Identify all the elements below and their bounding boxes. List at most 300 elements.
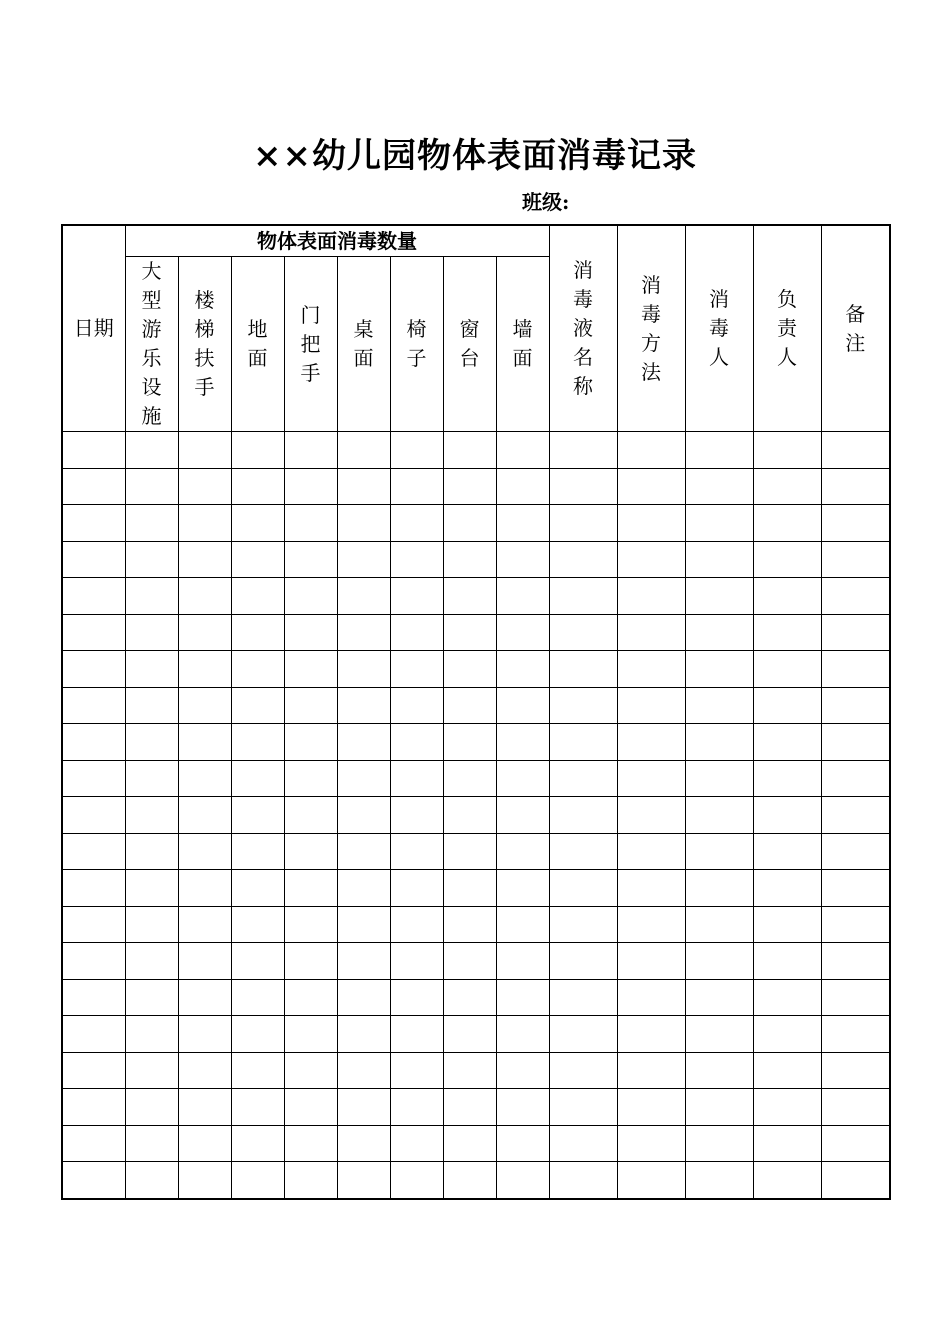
table-cell[interactable] — [617, 651, 685, 688]
table-cell[interactable] — [337, 833, 390, 870]
table-cell[interactable] — [617, 432, 685, 469]
table-cell[interactable] — [125, 724, 178, 761]
table-cell[interactable] — [337, 906, 390, 943]
table-cell[interactable] — [617, 468, 685, 505]
table-cell[interactable] — [337, 505, 390, 542]
table-cell[interactable] — [821, 979, 890, 1016]
table-cell[interactable] — [496, 1162, 549, 1199]
table-cell[interactable] — [178, 906, 231, 943]
table-cell[interactable] — [337, 541, 390, 578]
table-cell[interactable] — [496, 906, 549, 943]
table-cell[interactable] — [549, 797, 617, 834]
table-cell[interactable] — [443, 1089, 496, 1126]
table-cell[interactable] — [62, 505, 125, 542]
table-cell[interactable] — [390, 687, 443, 724]
table-cell[interactable] — [617, 870, 685, 907]
table-cell[interactable] — [549, 687, 617, 724]
table-cell[interactable] — [231, 578, 284, 615]
table-cell[interactable] — [231, 724, 284, 761]
table-cell[interactable] — [337, 687, 390, 724]
table-cell[interactable] — [443, 432, 496, 469]
table-cell[interactable] — [390, 833, 443, 870]
table-cell[interactable] — [496, 1016, 549, 1053]
table-cell[interactable] — [62, 578, 125, 615]
table-cell[interactable] — [496, 797, 549, 834]
table-cell[interactable] — [284, 870, 337, 907]
table-cell[interactable] — [496, 1125, 549, 1162]
table-cell[interactable] — [125, 687, 178, 724]
table-cell[interactable] — [337, 1089, 390, 1126]
table-cell[interactable] — [443, 541, 496, 578]
table-cell[interactable] — [617, 505, 685, 542]
table-cell[interactable] — [685, 979, 753, 1016]
table-cell[interactable] — [284, 614, 337, 651]
table-cell[interactable] — [231, 468, 284, 505]
table-cell[interactable] — [125, 505, 178, 542]
table-cell[interactable] — [390, 979, 443, 1016]
table-cell[interactable] — [617, 1052, 685, 1089]
table-cell[interactable] — [821, 1162, 890, 1199]
table-cell[interactable] — [284, 833, 337, 870]
table-cell[interactable] — [231, 1052, 284, 1089]
table-cell[interactable] — [821, 578, 890, 615]
table-cell[interactable] — [821, 614, 890, 651]
table-cell[interactable] — [753, 797, 821, 834]
table-cell[interactable] — [284, 1162, 337, 1199]
table-cell[interactable] — [753, 578, 821, 615]
table-cell[interactable] — [390, 906, 443, 943]
table-cell[interactable] — [62, 943, 125, 980]
table-cell[interactable] — [549, 943, 617, 980]
table-cell[interactable] — [125, 870, 178, 907]
table-cell[interactable] — [753, 505, 821, 542]
table-cell[interactable] — [337, 979, 390, 1016]
table-cell[interactable] — [337, 614, 390, 651]
table-cell[interactable] — [337, 468, 390, 505]
table-cell[interactable] — [685, 1125, 753, 1162]
table-cell[interactable] — [753, 979, 821, 1016]
table-cell[interactable] — [390, 651, 443, 688]
table-cell[interactable] — [443, 943, 496, 980]
table-cell[interactable] — [496, 760, 549, 797]
table-cell[interactable] — [549, 541, 617, 578]
table-cell[interactable] — [549, 1162, 617, 1199]
table-cell[interactable] — [284, 943, 337, 980]
table-cell[interactable] — [284, 906, 337, 943]
table-cell[interactable] — [496, 724, 549, 761]
table-cell[interactable] — [753, 870, 821, 907]
table-cell[interactable] — [62, 1162, 125, 1199]
table-cell[interactable] — [549, 724, 617, 761]
table-cell[interactable] — [284, 979, 337, 1016]
table-cell[interactable] — [753, 833, 821, 870]
table-cell[interactable] — [125, 578, 178, 615]
table-cell[interactable] — [62, 651, 125, 688]
table-cell[interactable] — [231, 797, 284, 834]
table-cell[interactable] — [617, 906, 685, 943]
table-cell[interactable] — [443, 797, 496, 834]
table-cell[interactable] — [337, 651, 390, 688]
table-cell[interactable] — [821, 1125, 890, 1162]
table-cell[interactable] — [685, 468, 753, 505]
table-cell[interactable] — [549, 505, 617, 542]
table-cell[interactable] — [337, 943, 390, 980]
table-cell[interactable] — [178, 724, 231, 761]
table-cell[interactable] — [685, 432, 753, 469]
table-cell[interactable] — [125, 614, 178, 651]
table-row — [62, 870, 890, 907]
table-cell[interactable] — [753, 906, 821, 943]
table-cell[interactable] — [62, 687, 125, 724]
table-cell[interactable] — [178, 1125, 231, 1162]
table-cell[interactable] — [62, 760, 125, 797]
table-cell[interactable] — [178, 1052, 231, 1089]
table-cell[interactable] — [617, 541, 685, 578]
table-cell[interactable] — [284, 1052, 337, 1089]
table-cell[interactable] — [284, 724, 337, 761]
table-cell[interactable] — [390, 1125, 443, 1162]
table-cell[interactable] — [62, 614, 125, 651]
table-cell[interactable] — [284, 468, 337, 505]
table-cell[interactable] — [284, 1125, 337, 1162]
table-cell[interactable] — [549, 614, 617, 651]
table-cell[interactable] — [231, 1089, 284, 1126]
table-cell[interactable] — [821, 1052, 890, 1089]
table-cell[interactable] — [617, 724, 685, 761]
table-cell[interactable] — [821, 760, 890, 797]
table-row — [62, 906, 890, 943]
table-cell[interactable] — [125, 1052, 178, 1089]
table-cell[interactable] — [549, 468, 617, 505]
table-cell[interactable] — [178, 833, 231, 870]
table-cell[interactable] — [178, 1016, 231, 1053]
table-cell[interactable] — [496, 541, 549, 578]
table-cell[interactable] — [390, 1052, 443, 1089]
table-cell[interactable] — [337, 760, 390, 797]
table-cell[interactable] — [231, 870, 284, 907]
table-cell[interactable] — [821, 1089, 890, 1126]
table-cell[interactable] — [390, 614, 443, 651]
table-cell[interactable] — [231, 760, 284, 797]
table-cell[interactable] — [549, 1089, 617, 1126]
table-cell[interactable] — [125, 1125, 178, 1162]
table-cell[interactable] — [284, 797, 337, 834]
table-cell[interactable] — [125, 468, 178, 505]
table-cell[interactable] — [178, 468, 231, 505]
table-cell[interactable] — [443, 1052, 496, 1089]
table-cell[interactable] — [549, 432, 617, 469]
table-cell[interactable] — [178, 687, 231, 724]
table-cell[interactable] — [443, 505, 496, 542]
table-cell[interactable] — [231, 1125, 284, 1162]
table-cell[interactable] — [821, 1016, 890, 1053]
table-cell[interactable] — [753, 687, 821, 724]
table-cell[interactable] — [284, 505, 337, 542]
table-cell[interactable] — [821, 870, 890, 907]
table-cell[interactable] — [685, 1052, 753, 1089]
table-cell[interactable] — [549, 578, 617, 615]
table-cell[interactable] — [685, 797, 753, 834]
table-cell[interactable] — [617, 1089, 685, 1126]
table-cell[interactable] — [284, 1016, 337, 1053]
table-cell[interactable] — [496, 1052, 549, 1089]
table-cell[interactable] — [337, 1052, 390, 1089]
table-cell[interactable] — [178, 614, 231, 651]
table-cell[interactable] — [390, 1162, 443, 1199]
table-cell[interactable] — [685, 614, 753, 651]
table-cell[interactable] — [821, 833, 890, 870]
table-cell[interactable] — [496, 468, 549, 505]
table-cell[interactable] — [284, 578, 337, 615]
table-cell[interactable] — [617, 578, 685, 615]
table-cell[interactable] — [443, 1125, 496, 1162]
table-cell[interactable] — [62, 432, 125, 469]
table-cell[interactable] — [617, 833, 685, 870]
table-cell[interactable] — [178, 797, 231, 834]
table-cell[interactable] — [685, 687, 753, 724]
table-cell[interactable] — [617, 1125, 685, 1162]
table-cell[interactable] — [617, 614, 685, 651]
table-cell[interactable] — [337, 1016, 390, 1053]
table-cell[interactable] — [284, 432, 337, 469]
table-cell[interactable] — [617, 760, 685, 797]
table-cell[interactable] — [496, 833, 549, 870]
table-cell[interactable] — [443, 578, 496, 615]
table-cell[interactable] — [231, 432, 284, 469]
table-cell[interactable] — [821, 687, 890, 724]
table-cell[interactable] — [62, 1052, 125, 1089]
table-cell[interactable] — [753, 541, 821, 578]
table-cell[interactable] — [125, 906, 178, 943]
table-cell[interactable] — [178, 943, 231, 980]
table-cell[interactable] — [753, 1162, 821, 1199]
table-cell[interactable] — [753, 468, 821, 505]
table-cell[interactable] — [685, 505, 753, 542]
table-cell[interactable] — [125, 797, 178, 834]
table-cell[interactable] — [390, 578, 443, 615]
table-cell[interactable] — [685, 906, 753, 943]
table-cell[interactable] — [685, 760, 753, 797]
table-cell[interactable] — [617, 687, 685, 724]
table-cell[interactable] — [125, 651, 178, 688]
table-cell[interactable] — [685, 651, 753, 688]
table-cell[interactable] — [496, 651, 549, 688]
table-cell[interactable] — [753, 1089, 821, 1126]
table-cell[interactable] — [496, 1089, 549, 1126]
table-cell[interactable] — [125, 1162, 178, 1199]
table-cell[interactable] — [753, 943, 821, 980]
table-cell[interactable] — [549, 1052, 617, 1089]
table-cell[interactable] — [231, 979, 284, 1016]
table-cell[interactable] — [753, 614, 821, 651]
table-cell[interactable] — [337, 1125, 390, 1162]
table-cell[interactable] — [549, 651, 617, 688]
table-cell[interactable] — [821, 468, 890, 505]
header-large-play-equipment: 大型游乐设施 — [125, 257, 178, 432]
table-cell[interactable] — [443, 1016, 496, 1053]
table-cell[interactable] — [821, 724, 890, 761]
table-cell[interactable] — [231, 687, 284, 724]
table-cell[interactable] — [685, 541, 753, 578]
table-cell[interactable] — [62, 468, 125, 505]
table-cell[interactable] — [284, 1089, 337, 1126]
table-cell[interactable] — [617, 979, 685, 1016]
table-cell[interactable] — [231, 943, 284, 980]
table-cell[interactable] — [443, 979, 496, 1016]
table-cell[interactable] — [178, 578, 231, 615]
table-cell[interactable] — [390, 541, 443, 578]
table-cell[interactable] — [685, 870, 753, 907]
table-cell[interactable] — [337, 1162, 390, 1199]
table-cell[interactable] — [125, 833, 178, 870]
table-cell[interactable] — [549, 870, 617, 907]
table-cell[interactable] — [125, 1016, 178, 1053]
table-cell[interactable] — [178, 651, 231, 688]
table-cell[interactable] — [753, 724, 821, 761]
table-cell[interactable] — [443, 468, 496, 505]
table-cell[interactable] — [753, 1125, 821, 1162]
table-cell[interactable] — [337, 724, 390, 761]
table-cell[interactable] — [390, 943, 443, 980]
table-cell[interactable] — [62, 724, 125, 761]
table-cell[interactable] — [178, 505, 231, 542]
table-cell[interactable] — [496, 578, 549, 615]
table-cell[interactable] — [62, 1125, 125, 1162]
table-cell[interactable] — [284, 687, 337, 724]
table-cell[interactable] — [753, 432, 821, 469]
table-cell[interactable] — [443, 614, 496, 651]
table-cell[interactable] — [337, 432, 390, 469]
table-cell[interactable] — [443, 760, 496, 797]
table-cell[interactable] — [284, 760, 337, 797]
table-cell[interactable] — [231, 505, 284, 542]
table-cell[interactable] — [685, 1089, 753, 1126]
table-cell[interactable] — [443, 833, 496, 870]
table-cell[interactable] — [62, 797, 125, 834]
table-cell[interactable] — [443, 651, 496, 688]
table-cell[interactable] — [231, 541, 284, 578]
table-cell[interactable] — [62, 541, 125, 578]
table-cell[interactable] — [617, 1016, 685, 1053]
table-cell[interactable] — [549, 979, 617, 1016]
table-cell[interactable] — [337, 870, 390, 907]
table-cell[interactable] — [390, 870, 443, 907]
table-cell[interactable] — [178, 760, 231, 797]
table-cell[interactable] — [125, 943, 178, 980]
table-cell[interactable] — [496, 687, 549, 724]
table-cell[interactable] — [62, 906, 125, 943]
table-cell[interactable] — [617, 943, 685, 980]
table-cell[interactable] — [496, 870, 549, 907]
table-cell[interactable] — [390, 468, 443, 505]
table-cell[interactable] — [178, 1162, 231, 1199]
table-cell[interactable] — [125, 760, 178, 797]
table-cell[interactable] — [821, 943, 890, 980]
table-cell[interactable] — [337, 797, 390, 834]
table-cell[interactable] — [753, 1052, 821, 1089]
table-cell[interactable] — [178, 1089, 231, 1126]
table-cell[interactable] — [62, 1016, 125, 1053]
table-cell[interactable] — [821, 432, 890, 469]
table-cell[interactable] — [231, 1016, 284, 1053]
table-cell[interactable] — [549, 1125, 617, 1162]
table-cell[interactable] — [549, 1016, 617, 1053]
table-cell[interactable] — [496, 614, 549, 651]
table-cell[interactable] — [62, 870, 125, 907]
table-cell[interactable] — [231, 614, 284, 651]
table-cell[interactable] — [496, 943, 549, 980]
table-cell[interactable] — [685, 1162, 753, 1199]
table-cell[interactable] — [178, 979, 231, 1016]
table-cell[interactable] — [125, 1089, 178, 1126]
table-cell[interactable] — [753, 651, 821, 688]
table-cell[interactable] — [443, 870, 496, 907]
table-cell[interactable] — [549, 760, 617, 797]
table-cell[interactable] — [821, 797, 890, 834]
table-cell[interactable] — [753, 1016, 821, 1053]
table-cell[interactable] — [496, 979, 549, 1016]
table-cell[interactable] — [617, 1162, 685, 1199]
table-cell[interactable] — [125, 979, 178, 1016]
table-cell[interactable] — [685, 943, 753, 980]
table-cell[interactable] — [496, 432, 549, 469]
table-cell[interactable] — [390, 760, 443, 797]
table-cell[interactable] — [685, 833, 753, 870]
table-cell[interactable] — [231, 833, 284, 870]
table-cell[interactable] — [821, 505, 890, 542]
header-stair-handrail: 楼梯扶手 — [178, 257, 231, 432]
table-cell[interactable] — [231, 906, 284, 943]
table-cell[interactable] — [390, 432, 443, 469]
table-cell[interactable] — [617, 797, 685, 834]
table-cell[interactable] — [821, 906, 890, 943]
table-cell[interactable] — [284, 651, 337, 688]
table-cell[interactable] — [685, 578, 753, 615]
table-cell[interactable] — [685, 1016, 753, 1053]
table-cell[interactable] — [62, 1089, 125, 1126]
table-cell[interactable] — [549, 906, 617, 943]
table-cell[interactable] — [125, 432, 178, 469]
table-cell[interactable] — [443, 1162, 496, 1199]
header-windowsill: 窗台 — [443, 257, 496, 432]
table-cell[interactable] — [390, 1016, 443, 1053]
table-cell[interactable] — [821, 651, 890, 688]
table-cell[interactable] — [443, 687, 496, 724]
table-cell[interactable] — [337, 578, 390, 615]
table-cell[interactable] — [62, 833, 125, 870]
table-cell[interactable] — [231, 651, 284, 688]
table-cell[interactable] — [390, 797, 443, 834]
header-floor: 地面 — [231, 257, 284, 432]
table-cell[interactable] — [443, 906, 496, 943]
table-cell[interactable] — [178, 870, 231, 907]
table-cell[interactable] — [549, 833, 617, 870]
table-cell[interactable] — [62, 979, 125, 1016]
table-cell[interactable] — [496, 505, 549, 542]
table-cell[interactable] — [753, 760, 821, 797]
table-cell[interactable] — [821, 541, 890, 578]
table-cell[interactable] — [284, 541, 337, 578]
table-cell[interactable] — [390, 505, 443, 542]
table-cell[interactable] — [125, 541, 178, 578]
table-cell[interactable] — [178, 541, 231, 578]
table-cell[interactable] — [685, 724, 753, 761]
table-cell[interactable] — [231, 1162, 284, 1199]
table-cell[interactable] — [390, 724, 443, 761]
table-cell[interactable] — [443, 724, 496, 761]
table-cell[interactable] — [390, 1089, 443, 1126]
table-cell[interactable] — [178, 432, 231, 469]
